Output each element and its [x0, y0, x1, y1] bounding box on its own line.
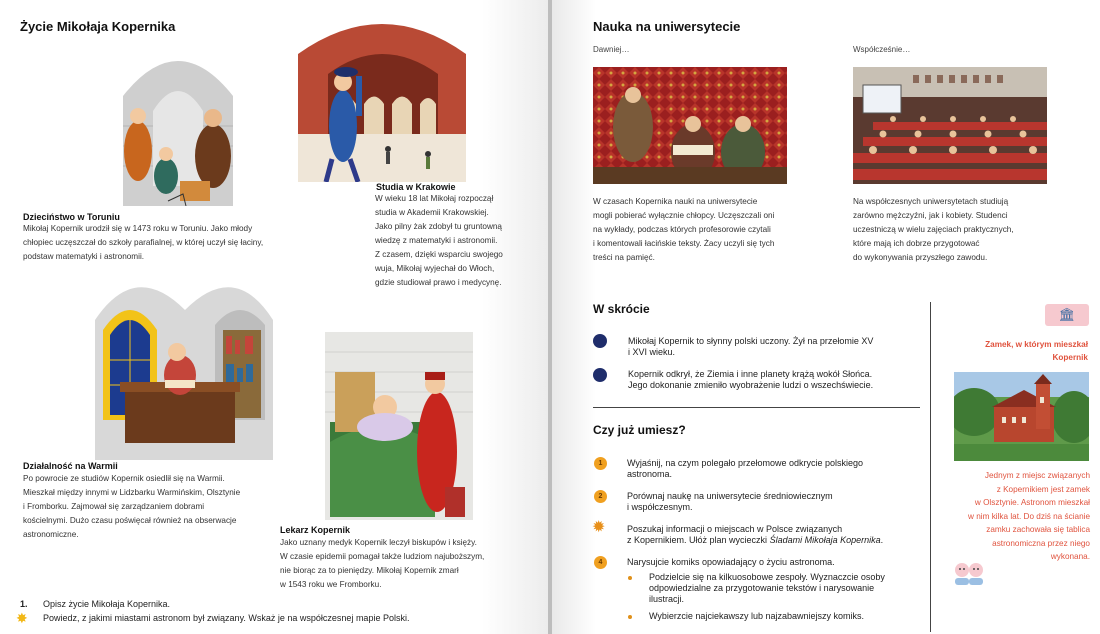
- summary-title: W skrócie: [593, 302, 650, 316]
- quiz-item-3: Poszukaj informacji o miejscach w Polsce związanych z Kopernikiem. Ułóż plan wycieczki Śladami Mikołaja Kopernika.: [627, 524, 884, 545]
- section-text-torun: Mikołaj Kopernik urodził się w 1473 roku w Toruniu. Jako młody chłopiec uczęszczał do szkoły parafialnej, w której uczył się łaciny, podstaw matematyki i astronomii.: [23, 224, 264, 261]
- section-text-warmia: Po powrocie ze studiów Kopernik osiedlił się na Warmii. Mieszkał między innymi w Lidzbarku Warmińskim, Olsztynie i Fromborku. Zajmował się zarządzaniem dobrami kościelnymi. Dużo czasu poświęcał również na obserwacje astronomiczne.: [23, 474, 241, 539]
- quiz-number-2: 2: [594, 490, 607, 503]
- section-heading-warmia: Działalność na Warmii: [23, 461, 118, 471]
- now-label: Współcześnie…: [853, 45, 911, 54]
- sub-bullet-1: [628, 576, 632, 580]
- kids-icon: [952, 558, 986, 586]
- section-text-doctor: Jako uznany medyk Kopernik leczył biskupów i księży. W czasie epidemii pomagał także ludziom najuboższym, nie biorąc za to pieniędzy. Mikołaj Kopernik zmarł w 1543 roku we Fromborku.: [280, 538, 485, 589]
- quiz-subitem-2: Wybierzcie najciekawszy lub najzabawniejszy komiks.: [649, 611, 864, 621]
- museum-icon: 🏛: [1045, 304, 1089, 326]
- now-text: Na współczesnych uniwersytetach studiują zarówno mężczyźni, jak i kobiety. Studenci uczestniczą w wielu zajęciach praktycznych, które mają ich dobrze przygotować do wykonywania przyszłego zawodu.: [853, 197, 1014, 262]
- then-label: Dawniej…: [593, 45, 630, 54]
- summary-item-2: Kopernik odkrył, że Ziemia i inne planety krążą wokół Słońca. Jego dokonanie zmieniło wyobrażenie ludzi o wszechświecie.: [628, 369, 874, 390]
- section-text-krakow: W wieku 18 lat Mikołaj rozpoczął studia w Akademii Krakowskiej. Jako pilny żak zdobył tu gruntowną wiedzę z matematyki i astronomii. Z czasem, dzięki wsparciu swojego wuja, Mikołaj wyjechał do Włoch, gdzie studiował prawo i medycynę.: [375, 194, 503, 287]
- quiz-item-4: Narysujcie komiks opowiadający o życiu astronoma.: [627, 557, 835, 567]
- university-title: Nauka na uniwersytecie: [593, 19, 741, 34]
- sidebar-text: Jednym z miejsc związanych z Kopernikiem jest zamek w Olsztynie. Astronom mieszkał w nim kilka lat. Do dziś na ścianie zamku zachowała się tablica astronomiczna przez niego wykonana.: [968, 471, 1090, 561]
- doctor-illustration: [325, 332, 473, 520]
- then-text: W czasach Kopernika nauki na uniwersytecie mogli pobierać wyłącznie chłopcy. Uczęszczali oni na wykłady, podczas których profesorowie czytali i komentowali łacińskie teksty. Żacy uczyli się tych treści na pamięć.: [593, 197, 775, 262]
- task-text: Opisz życie Mikołaja Kopernika. Powiedz, z jakimi miastami astronom był związany. Wskaż je na współczesnej mapie Polski.: [43, 599, 410, 623]
- warmia-illustration: [95, 270, 273, 460]
- sidebar-title: Zamek, w którym mieszkał Kopernik: [985, 340, 1088, 362]
- right-page: [552, 0, 1100, 634]
- quiz-item-2: Porównaj naukę na uniwersytecie średniowiecznym i współczesnym.: [627, 491, 833, 512]
- quiz-number-4: 4: [594, 556, 607, 569]
- section-heading-torun: Dzieciństwo w Toruniu: [23, 212, 120, 222]
- section-heading-doctor: Lekarz Kopernik: [280, 525, 351, 535]
- quiz-number-1: 1: [594, 457, 607, 470]
- star-task-icon: ✹: [592, 519, 606, 536]
- sub-bullet-2: [628, 615, 632, 619]
- quiz-subitem-1: Podzielcie się na kilkuosobowe zespoły. Wyznaczcie osoby odpowiedzialne za przygotowanie tekstów i narysowanie ilustracji.: [649, 572, 885, 604]
- sun-icon: ✸: [16, 610, 28, 626]
- quiz-item-1: Wyjaśnij, na czym polegało przełomowe odkrycie polskiego astronoma.: [627, 458, 864, 479]
- summary-item-1: Mikołaj Kopernik to słynny polski uczony. Żył na przełomie XV i XVI wieku.: [628, 336, 874, 357]
- task-number: 1.: [20, 599, 28, 609]
- left-page: [0, 0, 548, 634]
- castle-photo: [954, 372, 1089, 461]
- modern-lecture-image: [853, 67, 1047, 184]
- section-heading-krakow: Studia w Krakowie: [376, 182, 456, 192]
- page-title: Życie Mikołaja Kopernika: [20, 19, 176, 34]
- childhood-illustration: [108, 36, 248, 206]
- summary-bullet-2: [593, 368, 607, 382]
- summary-divider: [593, 407, 920, 408]
- krakow-illustration: [298, 14, 466, 182]
- summary-bullet-1: [593, 334, 607, 348]
- medieval-lecture-image: [593, 67, 787, 184]
- quiz-title: Czy już umiesz?: [593, 423, 686, 437]
